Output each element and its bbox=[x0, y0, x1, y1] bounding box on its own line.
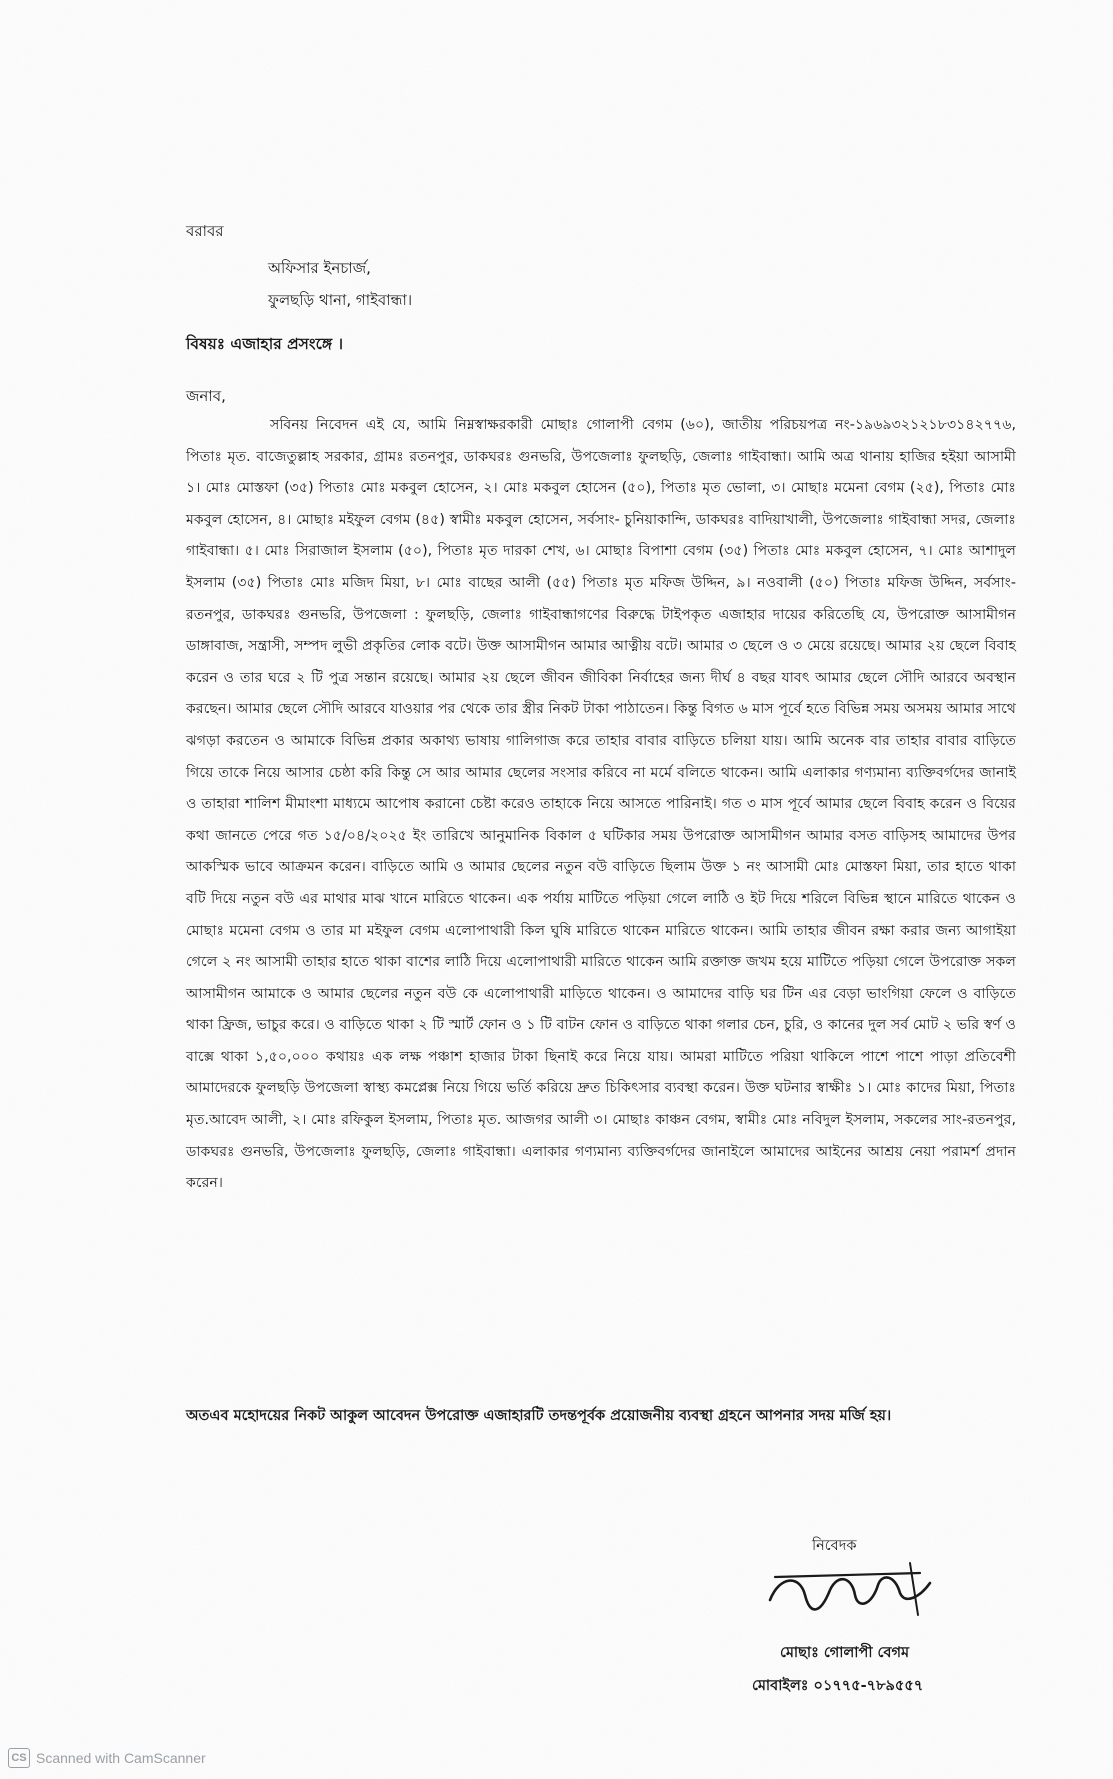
salutation: জনাব, bbox=[186, 387, 226, 405]
sender-phone: মোবাইলঃ ০১৭৭৫-৭৮৯৫৫৭ bbox=[752, 1678, 924, 1694]
camscanner-watermark bbox=[8, 1748, 206, 1768]
closing-request: অতএব মহোদয়ের নিকট আকুল আবেদন উপরোক্ত এজাহারটি তদন্তপূর্বক প্রয়োজনীয় ব্যবস্থা গ্রহনে আপনার সদয় মর্জি হয়। bbox=[186, 1408, 892, 1424]
watermark-text: Scanned with CamScanner bbox=[36, 1750, 206, 1766]
handwritten-signature bbox=[760, 1555, 940, 1625]
recipient-heading: বরাবর bbox=[186, 222, 224, 240]
sender-name: মোছাঃ গোলাপী বেগম bbox=[780, 1645, 910, 1661]
addressee-title: অফিসার ইনচার্জ, bbox=[268, 259, 371, 277]
sender-label: নিবেদক bbox=[812, 1538, 857, 1554]
camscanner-logo-icon: CS bbox=[8, 1748, 30, 1768]
addressee-station: ফুলছড়ি থানা, গাইবান্ধা। bbox=[268, 291, 413, 309]
subject-line: বিষয়ঃ এজাহার প্রসংঙ্গে । bbox=[186, 335, 344, 353]
letter-body: সবিনয় নিবেদন এই যে, আমি নিম্নস্বাক্ষরকারী মোছাঃ গোলাপী বেগম (৬০), জাতীয় পরিচয়পত্র নং-১৯৬৯৩২১২১৮৩১৪২৭৭৬, পিতাঃ মৃত. বাজেতুল্লাহ সরকার, গ্রামঃ রতনপুর, ডাকঘরঃ গুনভরি, উপজেলাঃ ফুলছড়ি, জেলাঃ গাইবান্ধা। আমি অত্র থানায় হাজির হইয়া আসামী ১। মোঃ মোস্তফা (৩৫) পিতাঃ মোঃ মকবুল হোসেন, ২। মোঃ মকবুল হোসেন (৫০), পিতাঃ মৃত ভোলা, ৩। মোছাঃ মমেনা বেগম (২৫), পিতাঃ মোঃ মকবুল হোসেন, ৪। মোছাঃ মইফুল বেগম (৪৫) স্বামীঃ মকবুল হোসেন, সর্বসাং- চুনিয়াকান্দি, ডাকঘরঃ বাদিয়াখালী, উপজেলাঃ গাইবান্ধা সদর, জেলাঃ গাইবান্ধা। ৫। মোঃ সিরাজাল ইসলাম (৫০), পিতাঃ মৃত দারকা শেখ, ৬। মোছাঃ বিপাশা বেগম (৩৫) পিতাঃ মোঃ মকবুল হোসেন, ৭। মোঃ আশাদুল ইসলাম (৩৫) পিতাঃ মোঃ মজিদ মিয়া, ৮। মোঃ বাছের আলী (৫৫) পিতাঃ মৃত মফিজ উদ্দিন, ৯। নওবালী (৫০) পিতাঃ মফিজ উদ্দিন, সর্বসাং-রতনপুর, ডাকঘরঃ গুনভরি, উপজেলা : ফুলছড়ি, জেলাঃ গাইবান্ধাগণের বিরুদ্ধে টাইপকৃত এজাহার দায়ের করিতেছি যে, উপরোক্ত আসামীগন ডাঙ্গাবাজ, সন্ত্রাসী, সম্পদ লুভী প্রকৃতির লোক বটে। উক্ত আসামীগন আমার আত্নীয় বটে। আমার ৩ ছেলে ও ৩ মেয়ে রয়েছে। আমার ২য় ছেলে বিবাহ করেন ও তার ঘরে ২ টি পুত্র সন্তান রয়েছে। আমার ২য় ছেলে জীবন জীবিকা নির্বাহের জন্য দীর্ঘ ৪ বছর যাবৎ আমার ছেলে সৌদি আরবে অবস্থান করছেন। আমার ছেলে সৌদি আরবে যাওয়ার পর থেকে তার স্ত্রীর নিকট টাকা পাঠাতেন। কিন্তু বিগত ৬ মাস পূর্বে হতে বিভিন্ন সময় অসময় আমার সাথে ঝগড়া করতেন ও আমাকে বিভিন্ন প্রকার অকাথ্য ভাষায় গালিগাজ করে তাহার বাবার বাড়িতে চলিয়া যায়। আমি অনেক বার তাহার বাবার বাড়িতে গিয়ে তাকে নিয়ে আসার চেষ্ঠা করি কিন্তু সে আর আমার ছেলের সংসার করিবে না মর্মে বলিতে থাকেন। আমি এলাকার গণ্যমান্য ব্যক্তিবর্গদের জানাই ও তাহারা শালিশ মীমাংশা মাধ্যমে আপোষ করানো চেষ্টা করেও তাহাকে নিয়ে আসতে পারিনাই। গত ৩ মাস পূর্বে আমার ছেলে বিবাহ করেন ও বিয়ের কথা জানতে পেরে গত ১৫/০৪/২০২৫ ইং তারিখে আনুমানিক বিকাল ৫ ঘটিকার সময় উপরোক্ত আসামীগন আমার বসত বাড়িসহ আমাদের উপর আকস্মিক ভাবে আক্রমন করেন। বাড়িতে আমি ও আমার ছেলের নতুন বউ বাড়িতে ছিলাম উক্ত ১ নং আসামী মোঃ মোস্তফা মিয়া, তার হাতে থাকা বটি দিয়ে নতুন বউ এর মাথার মাঝ খানে মারিতে থাকেন। এক পর্যায় মাটিতে পড়িয়া গেলে লাঠি ও ইট দিয়ে শরিলে বিভিন্ন স্থানে মারিতে থাকেন ও মোছাঃ মমেনা বেগম ও তার মা মইফুল বেগম এলোপাথারী কিল ঘুষি মারিতে থাকেন মারিতে থাকেন। আমি তাহার জীবন রক্ষা করার জন্য আগাইয়া গেলে ২ নং আসামী তাহার হাতে থাকা বাশের লাঠি দিয়ে এলোপাথারী মারিতে থাকেন আমি রক্তাক্ত জখম হয়ে মাটিতে পড়িয়া গেলে উপরোক্ত সকল আসামীগন আমাকে ও আমার ছেলের নতুন বউ কে এলোপাথারী মাড়িতে থাকেন। ও আমাদের বাড়ি ঘর টিন এর বেড়া ভাংগিয়া ফেলে ও বাড়িতে থাকা ফ্রিজ, ভাচুর করে। ও বাড়িতে থাকা ২ টি স্মার্ট ফোন ও ১ টি বাটন ফোন ও বাড়িতে থাকা গলার চেন, চুরি, ও কানের দুল সর্ব মোট ২ ভরি স্বর্ণ ও বাক্সে থাকা ১,৫০,০০০ কথায়ঃ এক লক্ষ পঞ্চাশ হাজার টাকা ছিনাই করে নিয়ে যায়। আমরা মাটিতে পরিয়া থাকিলে পাশে পাশে পাড়া প্রতিবেশী আমাদেরকে ফুলছড়ি উপজেলা স্বাস্থ্য কমপ্লেক্স নিয়ে গিয়ে ভর্তি করিয়ে দ্রুত চিকিৎসার ব্যবস্থা করেন। উক্ত ঘটনার স্বাক্ষীঃ ১। মোঃ কাদের মিয়া, পিতাঃ মৃত.আবেদ আলী, ২। মোঃ রফিকুল ইসলাম, পিতাঃ মৃত. আজগর আলী ৩। মোছাঃ কাঞ্চন বেগম, স্বামীঃ মোঃ নবিদুল ইসলাম, সকলের সাং-রতনপুর, ডাকঘরঃ গুনভরি, উপজেলাঃ ফুলছড়ি, জেলাঃ গাইবান্ধা। এলাকার গণ্যমান্য ব্যক্তিবর্গদের জানাইলে আমাদের আইনের আশ্রয় নেয়া পরামর্শ প্রদান করেন। bbox=[186, 417, 1016, 1192]
addressee-block bbox=[268, 252, 412, 316]
